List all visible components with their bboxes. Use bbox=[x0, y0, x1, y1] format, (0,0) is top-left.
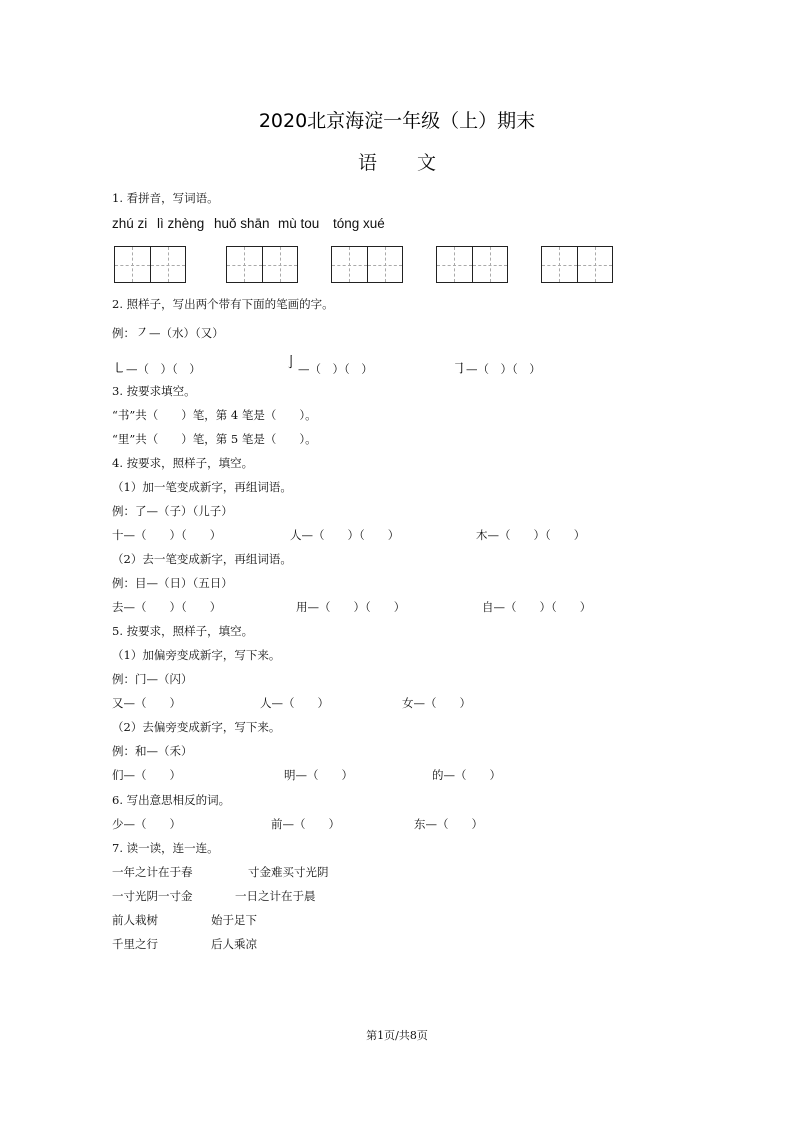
writing-grid-2[interactable] bbox=[226, 246, 298, 283]
q3-label: 3. 按要求填空。 bbox=[112, 384, 196, 398]
q4-item-1-1[interactable]: 十—（ ）（ ） bbox=[112, 528, 222, 542]
q5-example-2: 例：和—（禾） bbox=[112, 744, 193, 758]
q7-right-3[interactable]: 始于足下 bbox=[211, 913, 257, 927]
q2-example-rest: —（水）（又） bbox=[149, 326, 224, 340]
q4-example-1: 例：了—（子）（儿子） bbox=[112, 504, 233, 518]
q5-item-1-1[interactable]: 又—（ ） bbox=[112, 696, 181, 710]
q5-label: 5. 按要求，照样子，填空。 bbox=[112, 624, 254, 638]
q6-item-2[interactable]: 前—（ ） bbox=[271, 817, 340, 831]
q4-sub2: （2）去一笔变成新字，再组词语。 bbox=[112, 552, 292, 566]
q4-label: 4. 按要求，照样子，填空。 bbox=[112, 456, 254, 470]
q2-item-1-blanks[interactable]: —（ ）（ ） bbox=[126, 362, 201, 376]
page-title: 2020北京海淀一年级（上）期末 bbox=[258, 110, 536, 132]
stroke-shugou-icon: 亅 bbox=[284, 355, 298, 371]
q5-item-2-2[interactable]: 明—（ ） bbox=[284, 768, 353, 782]
q4-example-2: 例：目—（日）（五日） bbox=[112, 576, 233, 590]
q3-line-1[interactable]: “书”共（ ）笔，第 4 笔是（ ）。 bbox=[112, 408, 317, 422]
q5-item-1-3[interactable]: 女—（ ） bbox=[402, 696, 471, 710]
q2-item-1 bbox=[112, 358, 201, 378]
q4-item-2-1[interactable]: 去—（ ）（ ） bbox=[112, 600, 222, 614]
q1-pinyin-5: tóng xué bbox=[333, 216, 385, 231]
q2-example-prefix: 例： bbox=[112, 326, 135, 340]
q4-item-1-2[interactable]: 人—（ ）（ ） bbox=[290, 528, 400, 542]
q2-item-2-blanks[interactable]: —（ ）（ ） bbox=[298, 362, 373, 376]
stroke-shuzhe-icon: ㇄ bbox=[112, 361, 126, 377]
q1-pinyin-2: lì zhèng bbox=[157, 216, 205, 231]
q6-item-3[interactable]: 东—（ ） bbox=[414, 817, 483, 831]
q4-item-2-2[interactable]: 用—（ ）（ ） bbox=[296, 600, 406, 614]
q1-label: 1. 看拼音，写词语。 bbox=[112, 191, 219, 205]
q2-item-2 bbox=[284, 352, 373, 376]
q7-left-1[interactable]: 一年之计在于春 bbox=[112, 865, 193, 879]
q7-label: 7. 读一读，连一连。 bbox=[112, 841, 219, 855]
stroke-hengzhe-icon: ㇆ bbox=[452, 361, 466, 377]
q3-line-2[interactable]: “里”共（ ）笔，第 5 笔是（ ）。 bbox=[112, 432, 317, 446]
q7-left-4[interactable]: 千里之行 bbox=[112, 937, 158, 951]
stroke-hengzhegou-icon: ㇇ bbox=[135, 325, 149, 341]
q5-item-1-2[interactable]: 人—（ ） bbox=[260, 696, 329, 710]
q2-example bbox=[112, 322, 224, 342]
writing-grid-4[interactable] bbox=[436, 246, 508, 283]
q7-right-1[interactable]: 寸金难买寸光阴 bbox=[248, 865, 329, 879]
q7-left-3[interactable]: 前人栽树 bbox=[112, 913, 158, 927]
q1-pinyin-4: mù tou bbox=[278, 216, 320, 231]
q5-item-2-3[interactable]: 的—（ ） bbox=[432, 768, 501, 782]
subject-title: 语文 bbox=[357, 152, 476, 174]
q6-item-1[interactable]: 少—（ ） bbox=[112, 817, 181, 831]
q7-right-4[interactable]: 后人乘凉 bbox=[211, 937, 257, 951]
q2-item-3 bbox=[452, 358, 541, 378]
q4-sub1: （1）加一笔变成新字，再组词语。 bbox=[112, 480, 292, 494]
q1-pinyin-1: zhú zi bbox=[112, 216, 148, 231]
writing-grid-1[interactable] bbox=[114, 246, 186, 283]
q2-item-3-blanks[interactable]: —（ ）（ ） bbox=[466, 362, 541, 376]
writing-grid-3[interactable] bbox=[331, 246, 403, 283]
q4-item-1-3[interactable]: 木—（ ）（ ） bbox=[476, 528, 586, 542]
q2-label: 2. 照样子，写出两个带有下面的笔画的字。 bbox=[112, 297, 334, 311]
q5-sub2: （2）去偏旁变成新字，写下来。 bbox=[112, 720, 281, 734]
q7-right-2[interactable]: 一日之计在于晨 bbox=[235, 889, 316, 903]
q7-left-2[interactable]: 一寸光阴一寸金 bbox=[112, 889, 193, 903]
q4-item-2-3[interactable]: 自—（ ）（ ） bbox=[482, 600, 592, 614]
q1-pinyin-3: huǒ shān bbox=[214, 216, 270, 231]
q5-item-2-1[interactable]: 们—（ ） bbox=[112, 768, 181, 782]
q6-label: 6. 写出意思相反的词。 bbox=[112, 793, 231, 807]
q5-sub1: （1）加偏旁变成新字，写下来。 bbox=[112, 648, 281, 662]
page-number: 第1页/共8页 bbox=[366, 1029, 428, 1042]
q5-example-1: 例：门—（闪） bbox=[112, 672, 193, 686]
writing-grid-5[interactable] bbox=[541, 246, 613, 283]
